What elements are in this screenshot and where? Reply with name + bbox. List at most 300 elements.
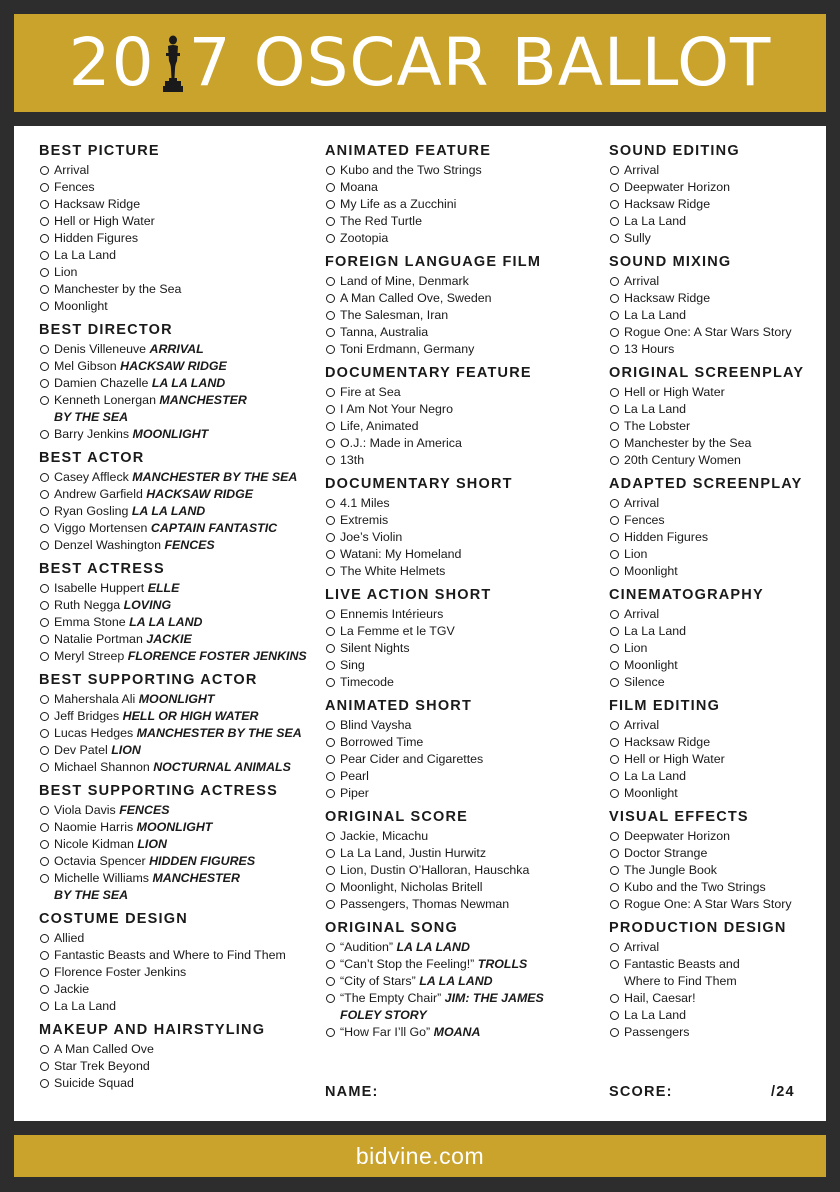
- nominee-option[interactable]: [325, 768, 590, 785]
- nominee-option[interactable]: [39, 631, 319, 648]
- empty-circle-icon[interactable]: [40, 541, 49, 550]
- nominee-option[interactable]: [325, 845, 590, 862]
- empty-circle-icon[interactable]: [40, 985, 49, 994]
- nominee-name: Passengers, Thomas Newman: [340, 897, 510, 911]
- nominee-option[interactable]: [609, 162, 819, 179]
- nominee-option[interactable]: [325, 563, 590, 580]
- nominee-option[interactable]: [609, 418, 819, 435]
- nominee-name: Moonlight: [624, 564, 678, 578]
- nominee-option[interactable]: [325, 828, 590, 845]
- nominee-option[interactable]: [39, 230, 319, 247]
- nominee-option[interactable]: [609, 495, 819, 512]
- nominee-name: Lion: [54, 265, 78, 279]
- empty-circle-icon[interactable]: [40, 584, 49, 593]
- nominee-name: “The Empty Chair”: [340, 991, 442, 1005]
- nominee-option[interactable]: [39, 648, 319, 665]
- empty-circle-icon[interactable]: [326, 516, 335, 525]
- empty-circle-icon[interactable]: [610, 738, 619, 747]
- nominee-option[interactable]: [325, 452, 590, 469]
- empty-circle-icon[interactable]: [610, 405, 619, 414]
- empty-circle-icon[interactable]: [610, 533, 619, 542]
- empty-circle-icon[interactable]: [40, 251, 49, 260]
- nominee-option[interactable]: [609, 768, 819, 785]
- nominee-option[interactable]: [39, 486, 319, 503]
- nominee-option[interactable]: [609, 623, 819, 640]
- nominee-option[interactable]: [39, 358, 319, 375]
- empty-circle-icon[interactable]: [326, 644, 335, 653]
- nominee-option[interactable]: [325, 606, 590, 623]
- empty-circle-icon[interactable]: [40, 874, 49, 883]
- empty-circle-icon[interactable]: [610, 866, 619, 875]
- empty-circle-icon[interactable]: [40, 430, 49, 439]
- empty-circle-icon[interactable]: [610, 1011, 619, 1020]
- nominee-option[interactable]: [325, 435, 590, 452]
- nominee-option[interactable]: [325, 546, 590, 563]
- nominee-option[interactable]: [609, 435, 819, 452]
- nominee-option[interactable]: [325, 324, 590, 341]
- nominee-option[interactable]: [325, 785, 590, 802]
- empty-circle-icon[interactable]: [40, 652, 49, 661]
- nominee-name: Denis Villeneuve: [54, 342, 147, 356]
- nominee-option[interactable]: [325, 230, 590, 247]
- empty-circle-icon[interactable]: [326, 755, 335, 764]
- empty-circle-icon[interactable]: [326, 166, 335, 175]
- empty-circle-icon[interactable]: [40, 746, 49, 755]
- empty-circle-icon[interactable]: [610, 610, 619, 619]
- empty-circle-icon[interactable]: [40, 840, 49, 849]
- nominee-option[interactable]: [609, 213, 819, 230]
- empty-circle-icon[interactable]: [40, 268, 49, 277]
- nominee-option[interactable]: [325, 162, 590, 179]
- nominee-film-continued: BY THE SEA: [54, 410, 129, 424]
- nominee-option[interactable]: [39, 469, 319, 486]
- nominee-name: The Lobster: [624, 419, 691, 433]
- nominee-option[interactable]: [609, 1007, 819, 1024]
- nominee-option[interactable]: [609, 785, 819, 802]
- category-section: [325, 808, 590, 913]
- nominee-option[interactable]: [609, 230, 819, 247]
- empty-circle-icon[interactable]: [610, 439, 619, 448]
- empty-circle-icon[interactable]: [40, 200, 49, 209]
- nominee-option[interactable]: [609, 196, 819, 213]
- nominee-option[interactable]: [609, 324, 819, 341]
- category-section: [325, 364, 590, 469]
- category-title: ORIGINAL SCORE: [325, 809, 469, 825]
- nominee-option[interactable]: [609, 939, 819, 956]
- ballot-card: [14, 126, 826, 1121]
- empty-circle-icon[interactable]: [326, 789, 335, 798]
- nominee-option[interactable]: [39, 614, 319, 631]
- nominee-option[interactable]: [325, 307, 590, 324]
- empty-circle-icon[interactable]: [40, 507, 49, 516]
- nominee-option[interactable]: [39, 708, 319, 725]
- empty-circle-icon[interactable]: [610, 567, 619, 576]
- nominee-option[interactable]: [325, 956, 590, 973]
- nominee-option[interactable]: [609, 179, 819, 196]
- nominee-option[interactable]: [325, 939, 590, 956]
- empty-circle-icon[interactable]: [326, 772, 335, 781]
- empty-circle-icon[interactable]: [40, 302, 49, 311]
- nominee-option[interactable]: [609, 990, 819, 1007]
- nominee-name: Viola Davis: [54, 803, 116, 817]
- nominee-option[interactable]: [325, 1024, 590, 1041]
- empty-circle-icon[interactable]: [40, 234, 49, 243]
- empty-circle-icon[interactable]: [326, 738, 335, 747]
- category-section: [325, 697, 590, 802]
- empty-circle-icon[interactable]: [326, 277, 335, 286]
- empty-circle-icon[interactable]: [326, 721, 335, 730]
- nominee-option[interactable]: [39, 819, 319, 836]
- nominee-film: HELL OR HIGH WATER: [122, 709, 259, 723]
- nominee-film: MANCHESTER BY THE SEA: [136, 726, 302, 740]
- empty-circle-icon[interactable]: [610, 294, 619, 303]
- nominee-option[interactable]: [39, 213, 319, 230]
- nominee-option[interactable]: [325, 418, 590, 435]
- empty-circle-icon[interactable]: [610, 789, 619, 798]
- nominee-name: Denzel Washington: [54, 538, 161, 552]
- empty-circle-icon[interactable]: [40, 1079, 49, 1088]
- nominee-option[interactable]: [39, 998, 319, 1015]
- nominee-name: Hail, Caesar!: [624, 991, 696, 1005]
- nominee-option[interactable]: [39, 742, 319, 759]
- empty-circle-icon[interactable]: [610, 832, 619, 841]
- nominee-option[interactable]: [39, 162, 319, 179]
- empty-circle-icon[interactable]: [326, 567, 335, 576]
- nominee-option[interactable]: [39, 725, 319, 742]
- nominee-option[interactable]: [325, 717, 590, 734]
- nominee-option[interactable]: [609, 512, 819, 529]
- category-title: COSTUME DESIGN: [39, 911, 188, 927]
- nominee-option[interactable]: [39, 503, 319, 520]
- ballot-column-left: [39, 142, 319, 1098]
- empty-circle-icon[interactable]: [326, 849, 335, 858]
- nominee-option[interactable]: [325, 213, 590, 230]
- empty-circle-icon[interactable]: [40, 1045, 49, 1054]
- nominee-name: Deepwater Horizon: [624, 829, 731, 843]
- nominee-option[interactable]: [609, 529, 819, 546]
- nominee-name: Ryan Gosling: [54, 504, 129, 518]
- empty-circle-icon[interactable]: [610, 661, 619, 670]
- nominee-option[interactable]: [609, 828, 819, 845]
- empty-circle-icon[interactable]: [40, 473, 49, 482]
- nominee-option[interactable]: [39, 520, 319, 537]
- nominee-option[interactable]: [39, 179, 319, 196]
- empty-circle-icon[interactable]: [40, 1062, 49, 1071]
- empty-circle-icon[interactable]: [610, 499, 619, 508]
- empty-circle-icon[interactable]: [40, 934, 49, 943]
- nominee-option[interactable]: [609, 606, 819, 623]
- nominee-option[interactable]: [325, 401, 590, 418]
- empty-circle-icon[interactable]: [326, 994, 335, 1003]
- nominee-option[interactable]: [609, 717, 819, 734]
- empty-circle-icon[interactable]: [326, 977, 335, 986]
- empty-circle-icon[interactable]: [40, 524, 49, 533]
- category-title: ORIGINAL SCREENPLAY: [609, 365, 805, 381]
- nominee-option[interactable]: [609, 751, 819, 768]
- empty-circle-icon[interactable]: [326, 422, 335, 431]
- empty-circle-icon[interactable]: [40, 1002, 49, 1011]
- nominee-name: Naomie Harris: [54, 820, 134, 834]
- nominee-option[interactable]: [609, 657, 819, 674]
- empty-circle-icon[interactable]: [326, 533, 335, 542]
- nominee-name: Extremis: [340, 513, 389, 527]
- nominee-option[interactable]: [325, 179, 590, 196]
- nominee-option[interactable]: [325, 896, 590, 913]
- nominee-option[interactable]: [325, 512, 590, 529]
- empty-circle-icon[interactable]: [326, 832, 335, 841]
- nominee-option[interactable]: [609, 896, 819, 913]
- nominee-option[interactable]: [39, 281, 319, 298]
- empty-circle-icon[interactable]: [610, 200, 619, 209]
- nominee-option[interactable]: [325, 273, 590, 290]
- empty-circle-icon[interactable]: [610, 311, 619, 320]
- nominee-option[interactable]: [325, 734, 590, 751]
- nominee-film: FENCES: [119, 803, 170, 817]
- empty-circle-icon[interactable]: [610, 772, 619, 781]
- nominee-option[interactable]: [39, 247, 319, 264]
- empty-circle-icon[interactable]: [326, 388, 335, 397]
- nominee-option[interactable]: [39, 870, 319, 904]
- empty-circle-icon[interactable]: [610, 277, 619, 286]
- category-title: SOUND MIXING: [609, 254, 732, 270]
- nominee-option[interactable]: [39, 759, 319, 776]
- nominee-option[interactable]: [609, 845, 819, 862]
- empty-circle-icon[interactable]: [610, 345, 619, 354]
- nominee-option[interactable]: [39, 1075, 319, 1092]
- nominee-option[interactable]: [39, 196, 319, 213]
- category-title: BEST PICTURE: [39, 143, 160, 159]
- nominee-option[interactable]: [325, 657, 590, 674]
- empty-circle-icon[interactable]: [40, 362, 49, 371]
- nominee-option[interactable]: [325, 751, 590, 768]
- empty-circle-icon[interactable]: [610, 516, 619, 525]
- nominee-name: Ennemis Intérieurs: [340, 607, 444, 621]
- nominee-option[interactable]: [39, 964, 319, 981]
- empty-circle-icon[interactable]: [326, 900, 335, 909]
- nominee-option[interactable]: [325, 879, 590, 896]
- nominee-option[interactable]: [609, 879, 819, 896]
- empty-circle-icon[interactable]: [326, 866, 335, 875]
- empty-circle-icon[interactable]: [326, 311, 335, 320]
- nominee-option[interactable]: [609, 290, 819, 307]
- empty-circle-icon[interactable]: [326, 439, 335, 448]
- empty-circle-icon[interactable]: [326, 328, 335, 337]
- nominee-option[interactable]: [39, 264, 319, 281]
- empty-circle-icon[interactable]: [610, 234, 619, 243]
- empty-circle-icon[interactable]: [40, 396, 49, 405]
- ballot-column-right: [609, 142, 819, 1047]
- nominee-option[interactable]: [39, 836, 319, 853]
- category-title: FILM EDITING: [609, 698, 721, 714]
- empty-circle-icon[interactable]: [326, 678, 335, 687]
- empty-circle-icon[interactable]: [610, 960, 619, 969]
- nominee-option[interactable]: [609, 401, 819, 418]
- nominee-option[interactable]: [39, 375, 319, 392]
- nominee-name: 13 Hours: [624, 342, 675, 356]
- empty-circle-icon[interactable]: [610, 328, 619, 337]
- empty-circle-icon[interactable]: [610, 422, 619, 431]
- empty-circle-icon[interactable]: [40, 823, 49, 832]
- nominee-name: 13th: [340, 453, 365, 467]
- empty-circle-icon[interactable]: [40, 729, 49, 738]
- empty-circle-icon[interactable]: [326, 550, 335, 559]
- empty-circle-icon[interactable]: [326, 499, 335, 508]
- nominee-name: Michael Shannon: [54, 760, 150, 774]
- nominee-option[interactable]: [609, 307, 819, 324]
- empty-circle-icon[interactable]: [326, 217, 335, 226]
- nominee-option[interactable]: [325, 529, 590, 546]
- empty-circle-icon[interactable]: [40, 490, 49, 499]
- empty-circle-icon[interactable]: [610, 166, 619, 175]
- nominee-option[interactable]: [39, 537, 319, 554]
- nominee-option[interactable]: [39, 947, 319, 964]
- empty-circle-icon[interactable]: [40, 379, 49, 388]
- nominee-option[interactable]: [609, 674, 819, 691]
- nominee-option[interactable]: [609, 273, 819, 290]
- nominee-name: Jackie, Micachu: [340, 829, 429, 843]
- empty-circle-icon[interactable]: [40, 857, 49, 866]
- nominee-option[interactable]: [39, 392, 319, 426]
- nominee-name: Rogue One: A Star Wars Story: [624, 325, 792, 339]
- nominee-option[interactable]: [39, 597, 319, 614]
- empty-circle-icon[interactable]: [610, 456, 619, 465]
- empty-circle-icon[interactable]: [40, 601, 49, 610]
- nominee-option[interactable]: [609, 1024, 819, 1041]
- category-section: [39, 910, 319, 1015]
- empty-circle-icon[interactable]: [610, 217, 619, 226]
- nominee-option[interactable]: [609, 862, 819, 879]
- nominee-option[interactable]: [325, 341, 590, 358]
- empty-circle-icon[interactable]: [326, 183, 335, 192]
- empty-circle-icon[interactable]: [326, 610, 335, 619]
- empty-circle-icon[interactable]: [40, 345, 49, 354]
- empty-circle-icon[interactable]: [326, 405, 335, 414]
- nominee-name: A Man Called Ove, Sweden: [340, 291, 492, 305]
- category-section: [325, 919, 590, 1041]
- empty-circle-icon[interactable]: [610, 550, 619, 559]
- empty-circle-icon[interactable]: [326, 943, 335, 952]
- empty-circle-icon[interactable]: [610, 678, 619, 687]
- empty-circle-icon[interactable]: [610, 1028, 619, 1037]
- empty-circle-icon[interactable]: [610, 755, 619, 764]
- nominee-film: NOCTURNAL ANIMALS: [153, 760, 291, 774]
- nominee-option[interactable]: [609, 384, 819, 401]
- nominee-option[interactable]: [39, 853, 319, 870]
- nominee-option[interactable]: [39, 1041, 319, 1058]
- nominee-option[interactable]: [39, 930, 319, 947]
- empty-circle-icon[interactable]: [40, 183, 49, 192]
- empty-circle-icon[interactable]: [40, 806, 49, 815]
- empty-circle-icon[interactable]: [40, 695, 49, 704]
- nominee-option[interactable]: [325, 973, 590, 990]
- empty-circle-icon[interactable]: [610, 721, 619, 730]
- empty-circle-icon[interactable]: [610, 994, 619, 1003]
- empty-circle-icon[interactable]: [40, 217, 49, 226]
- empty-circle-icon[interactable]: [610, 900, 619, 909]
- nominee-name: La Femme et le TGV: [340, 624, 455, 638]
- nominee-name: Moonlight: [624, 786, 678, 800]
- nominee-option[interactable]: [609, 452, 819, 469]
- empty-circle-icon[interactable]: [326, 456, 335, 465]
- empty-circle-icon[interactable]: [610, 849, 619, 858]
- empty-circle-icon[interactable]: [326, 200, 335, 209]
- nominee-option[interactable]: [39, 298, 319, 315]
- nominee-option[interactable]: [609, 546, 819, 563]
- empty-circle-icon[interactable]: [610, 644, 619, 653]
- empty-circle-icon[interactable]: [610, 943, 619, 952]
- nominee-option[interactable]: [609, 956, 819, 990]
- footer-site: bidvine.com: [355, 1142, 485, 1169]
- nominee-name: “How Far I’ll Go”: [340, 1025, 431, 1039]
- nominee-name: Lion, Dustin O’Halloran, Hauschka: [340, 863, 530, 877]
- empty-circle-icon[interactable]: [326, 294, 335, 303]
- empty-circle-icon[interactable]: [326, 345, 335, 354]
- nominee-film: HACKSAW RIDGE: [120, 359, 227, 373]
- empty-circle-icon[interactable]: [40, 951, 49, 960]
- nominee-name: Lucas Hedges: [54, 726, 134, 740]
- empty-circle-icon[interactable]: [40, 635, 49, 644]
- nominee-option[interactable]: [39, 981, 319, 998]
- empty-circle-icon[interactable]: [610, 183, 619, 192]
- empty-circle-icon[interactable]: [40, 712, 49, 721]
- empty-circle-icon[interactable]: [326, 627, 335, 636]
- nominee-option[interactable]: [39, 426, 319, 443]
- empty-circle-icon[interactable]: [40, 763, 49, 772]
- nominee-option[interactable]: [609, 341, 819, 358]
- empty-circle-icon[interactable]: [326, 883, 335, 892]
- empty-circle-icon[interactable]: [610, 627, 619, 636]
- nominee-film: MOONLIGHT: [136, 820, 213, 834]
- nominee-option[interactable]: [325, 495, 590, 512]
- nominee-option[interactable]: [609, 640, 819, 657]
- empty-circle-icon[interactable]: [326, 1028, 335, 1037]
- nominee-option[interactable]: [325, 384, 590, 401]
- nominee-option[interactable]: [325, 990, 590, 1024]
- nominee-name: Arrival: [624, 607, 660, 621]
- nominee-option[interactable]: [609, 734, 819, 751]
- nominee-name: Hidden Figures: [54, 231, 139, 245]
- nominee-name: La La Land, Justin Hurwitz: [340, 846, 487, 860]
- empty-circle-icon[interactable]: [326, 960, 335, 969]
- empty-circle-icon[interactable]: [40, 166, 49, 175]
- nominee-name: La La Land: [624, 402, 687, 416]
- nominee-option[interactable]: [39, 341, 319, 358]
- nominee-option[interactable]: [39, 1058, 319, 1075]
- nominee-option[interactable]: [325, 196, 590, 213]
- empty-circle-icon[interactable]: [610, 883, 619, 892]
- nominee-option[interactable]: [39, 802, 319, 819]
- nominee-option[interactable]: [39, 580, 319, 597]
- nominee-name: The Red Turtle: [340, 214, 422, 228]
- nominee-option[interactable]: [325, 623, 590, 640]
- nominee-option[interactable]: [325, 862, 590, 879]
- nominee-name: Fantastic Beasts and: [624, 957, 740, 971]
- nominee-name: Piper: [340, 786, 369, 800]
- nominee-option[interactable]: [325, 640, 590, 657]
- empty-circle-icon[interactable]: [40, 968, 49, 977]
- nominee-name: Hell or High Water: [54, 214, 155, 228]
- nominee-option[interactable]: [325, 674, 590, 691]
- empty-circle-icon[interactable]: [40, 618, 49, 627]
- empty-circle-icon[interactable]: [610, 388, 619, 397]
- nominee-option[interactable]: [325, 290, 590, 307]
- category-section: [39, 142, 319, 315]
- empty-circle-icon[interactable]: [326, 234, 335, 243]
- empty-circle-icon[interactable]: [326, 661, 335, 670]
- nominee-option[interactable]: [609, 563, 819, 580]
- empty-circle-icon[interactable]: [40, 285, 49, 294]
- nominee-option[interactable]: [39, 691, 319, 708]
